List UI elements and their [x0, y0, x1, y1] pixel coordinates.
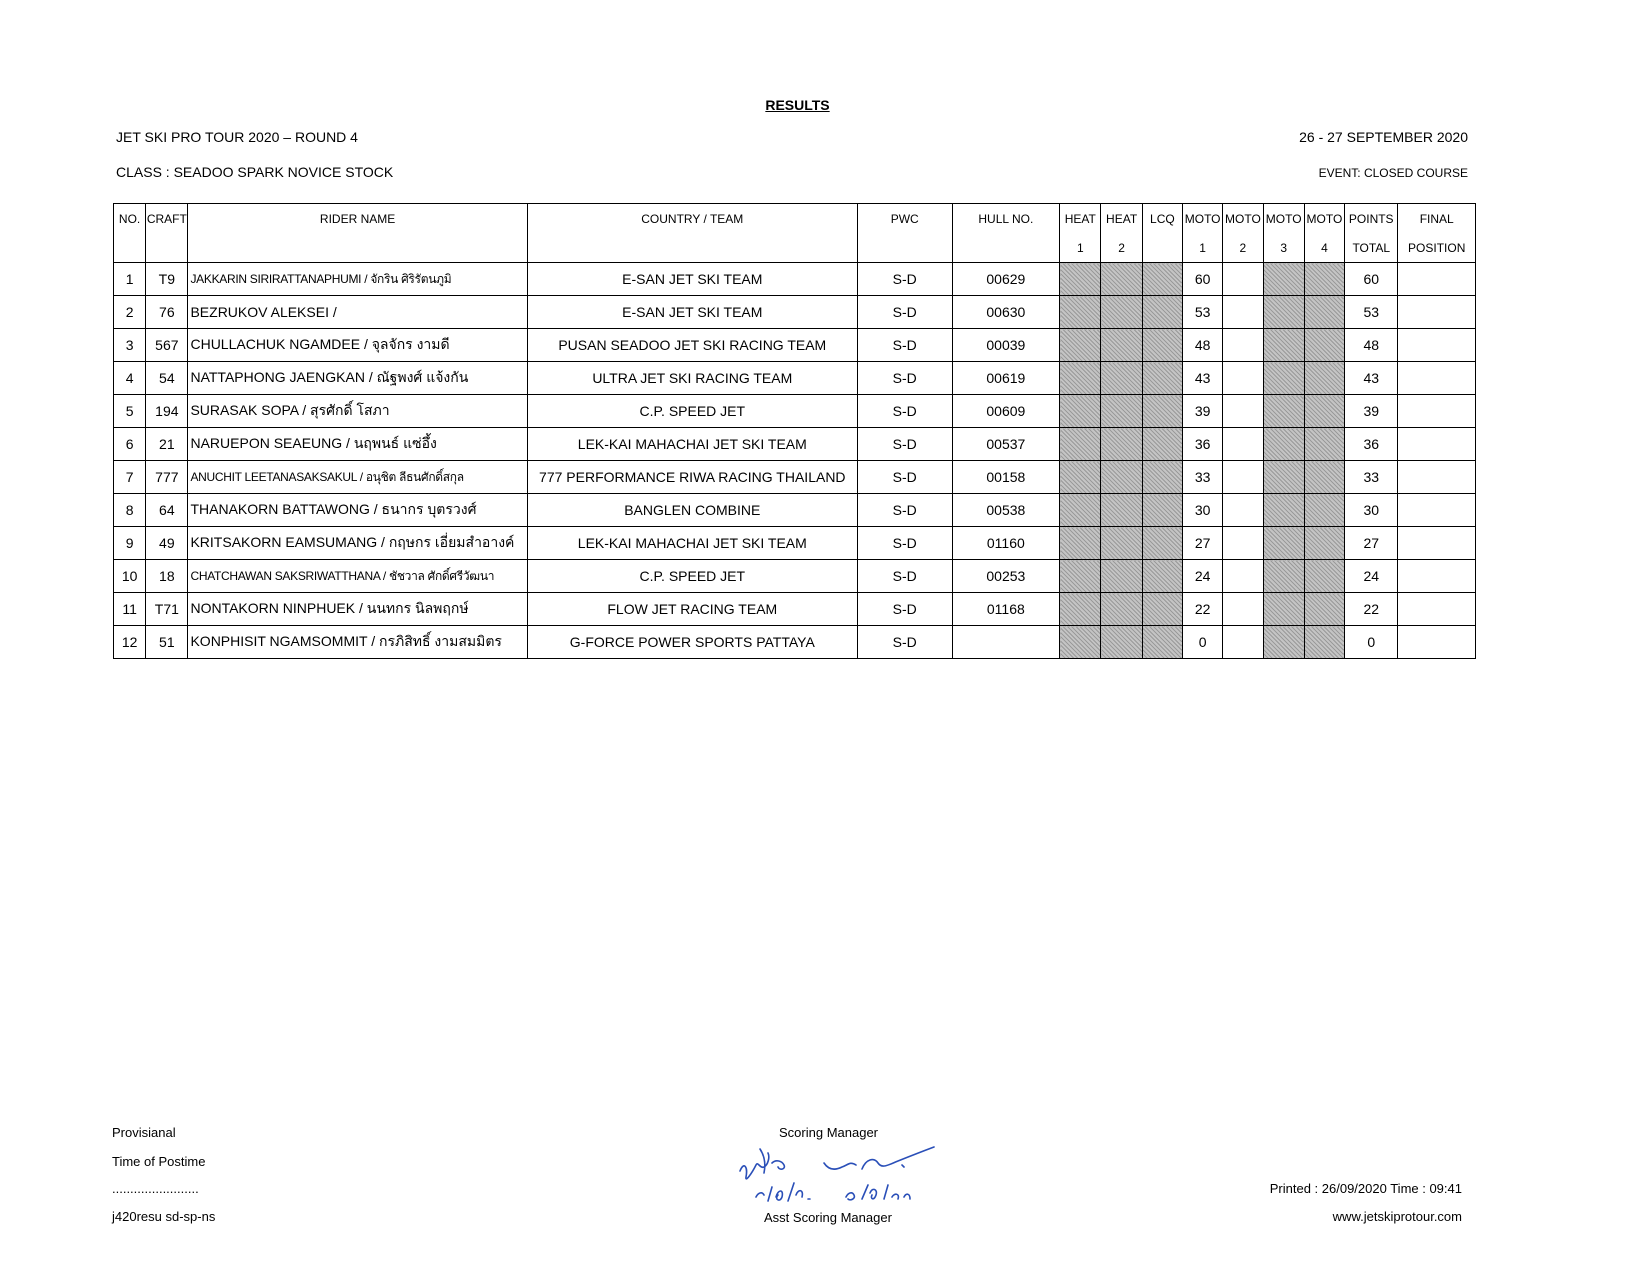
cell-moto1: 48: [1183, 329, 1223, 362]
cell-heat2: [1101, 626, 1142, 659]
cell-moto1: 30: [1183, 494, 1223, 527]
cell-no: 9: [114, 527, 146, 560]
cell-team: E-SAN JET SKI TEAM: [527, 263, 857, 296]
handwritten-signature: [738, 1143, 978, 1209]
cell-moto1: 24: [1183, 560, 1223, 593]
cell-pwc: S-D: [857, 263, 952, 296]
cell-rider: BEZRUKOV ALEKSEI /: [188, 296, 527, 329]
cell-hull: [952, 626, 1060, 659]
cell-final-position: [1398, 395, 1476, 428]
table-row: [114, 296, 1476, 329]
table-header: [114, 204, 1476, 263]
website-link[interactable]: www.jetskiprotour.com: [1332, 1209, 1462, 1224]
file-code: j420resu sd-sp-ns: [112, 1209, 216, 1224]
table-row: [114, 428, 1476, 461]
cell-rider: CHATCHAWAN SAKSRIWATTHANA / ชัชวาล ศักดิ์ศรีวัฒนา: [188, 560, 527, 593]
cell-rider: NARUEPON SEAEUNG / นฤพนธ์ แซ่อึ้ง: [188, 428, 527, 461]
col-moto1: MOTO: [1183, 204, 1223, 234]
cell-points-total: 24: [1345, 560, 1398, 593]
cell-final-position: [1398, 560, 1476, 593]
cell-moto4: [1304, 626, 1344, 659]
cell-pwc: S-D: [857, 626, 952, 659]
cell-craft: 51: [146, 626, 188, 659]
cell-moto3: [1263, 461, 1304, 494]
cell-team: LEK-KAI MAHACHAI JET SKI TEAM: [527, 527, 857, 560]
cell-heat2: [1101, 527, 1142, 560]
cell-moto3: [1263, 494, 1304, 527]
cell-moto2: [1223, 593, 1263, 626]
cell-moto4: [1304, 296, 1344, 329]
cell-final-position: [1398, 362, 1476, 395]
col-moto3-sub: 3: [1263, 233, 1304, 263]
cell-heat1: [1060, 362, 1101, 395]
cell-lcq: [1142, 494, 1182, 527]
cell-moto2: [1223, 395, 1263, 428]
cell-moto1: 33: [1183, 461, 1223, 494]
cell-no: 4: [114, 362, 146, 395]
cell-hull: 00253: [952, 560, 1060, 593]
cell-team: G-FORCE POWER SPORTS PATTAYA: [527, 626, 857, 659]
col-hull: HULL NO.: [952, 204, 1060, 234]
col-no: NO.: [114, 204, 146, 234]
cell-heat1: [1060, 263, 1101, 296]
cell-pwc: S-D: [857, 593, 952, 626]
table-row: [114, 494, 1476, 527]
col-moto4-sub: 4: [1304, 233, 1344, 263]
cell-moto1: 22: [1183, 593, 1223, 626]
cell-points-total: 33: [1345, 461, 1398, 494]
cell-moto1: 43: [1183, 362, 1223, 395]
cell-points-total: 39: [1345, 395, 1398, 428]
cell-heat1: [1060, 329, 1101, 362]
cell-moto4: [1304, 395, 1344, 428]
scoring-manager-label: Scoring Manager: [779, 1125, 878, 1140]
table-row: [114, 593, 1476, 626]
col-moto1-sub: 1: [1183, 233, 1223, 263]
cell-points-total: 48: [1345, 329, 1398, 362]
cell-moto3: [1263, 263, 1304, 296]
col-points: POINTS: [1345, 204, 1398, 234]
cell-points-total: 27: [1345, 527, 1398, 560]
col-craft: CRAFT: [146, 204, 188, 234]
table-row: [114, 527, 1476, 560]
cell-final-position: [1398, 329, 1476, 362]
event-dates: 26 - 27 SEPTEMBER 2020: [1299, 129, 1468, 145]
table-row: [114, 395, 1476, 428]
cell-moto2: [1223, 461, 1263, 494]
cell-heat2: [1101, 593, 1142, 626]
cell-rider: SURASAK SOPA / สุรศักดิ์ โสภา: [188, 395, 527, 428]
cell-points-total: 0: [1345, 626, 1398, 659]
cell-moto1: 53: [1183, 296, 1223, 329]
cell-hull: 00630: [952, 296, 1060, 329]
results-table: [113, 203, 1476, 659]
cell-pwc: S-D: [857, 362, 952, 395]
cell-moto3: [1263, 362, 1304, 395]
cell-moto4: [1304, 527, 1344, 560]
cell-hull: 00158: [952, 461, 1060, 494]
cell-pwc: S-D: [857, 494, 952, 527]
cell-no: 1: [114, 263, 146, 296]
cell-pwc: S-D: [857, 461, 952, 494]
cell-moto4: [1304, 428, 1344, 461]
cell-moto1: 39: [1183, 395, 1223, 428]
cell-pwc: S-D: [857, 527, 952, 560]
cell-team: C.P. SPEED JET: [527, 560, 857, 593]
cell-craft: 567: [146, 329, 188, 362]
cell-heat2: [1101, 263, 1142, 296]
cell-team: E-SAN JET SKI TEAM: [527, 296, 857, 329]
cell-heat1: [1060, 296, 1101, 329]
document-title: RESULTS: [765, 97, 830, 113]
cell-moto2: [1223, 527, 1263, 560]
cell-heat2: [1101, 362, 1142, 395]
cell-moto1: 36: [1183, 428, 1223, 461]
table-row: [114, 626, 1476, 659]
table-row: [114, 560, 1476, 593]
cell-craft: 194: [146, 395, 188, 428]
cell-hull: 01168: [952, 593, 1060, 626]
cell-pwc: S-D: [857, 560, 952, 593]
cell-team: 777 PERFORMANCE RIWA RACING THAILAND: [527, 461, 857, 494]
cell-moto2: [1223, 263, 1263, 296]
cell-points-total: 60: [1345, 263, 1398, 296]
cell-rider: THANAKORN BATTAWONG / ธนากร บุตรวงศ์: [188, 494, 527, 527]
time-of-posting-label: Time of Postime: [112, 1154, 206, 1169]
cell-hull: 00619: [952, 362, 1060, 395]
cell-hull: 00609: [952, 395, 1060, 428]
cell-hull: 00537: [952, 428, 1060, 461]
cell-no: 5: [114, 395, 146, 428]
cell-moto2: [1223, 428, 1263, 461]
cell-points-total: 30: [1345, 494, 1398, 527]
cell-points-total: 36: [1345, 428, 1398, 461]
cell-pwc: S-D: [857, 329, 952, 362]
table-row: [114, 362, 1476, 395]
cell-craft: 21: [146, 428, 188, 461]
cell-rider: CHULLACHUK NGAMDEE / จุลจักร งามดี: [188, 329, 527, 362]
cell-lcq: [1142, 329, 1182, 362]
cell-moto2: [1223, 329, 1263, 362]
cell-moto3: [1263, 395, 1304, 428]
class-name: CLASS : SEADOO SPARK NOVICE STOCK: [116, 164, 394, 180]
cell-heat1: [1060, 527, 1101, 560]
cell-heat2: [1101, 428, 1142, 461]
cell-lcq: [1142, 560, 1182, 593]
cell-hull: 01160: [952, 527, 1060, 560]
cell-moto4: [1304, 362, 1344, 395]
col-final: FINAL: [1398, 204, 1476, 234]
cell-final-position: [1398, 296, 1476, 329]
cell-team: BANGLEN COMBINE: [527, 494, 857, 527]
col-heat2-sub: 2: [1101, 233, 1142, 263]
cell-lcq: [1142, 626, 1182, 659]
cell-lcq: [1142, 527, 1182, 560]
event-name: JET SKI PRO TOUR 2020 – ROUND 4: [116, 129, 358, 145]
cell-moto3: [1263, 428, 1304, 461]
cell-heat2: [1101, 461, 1142, 494]
cell-lcq: [1142, 461, 1182, 494]
cell-rider: ANUCHIT LEETANASAKSAKUL / อนุชิต ลีธนศักดิ์สกุล: [188, 461, 527, 494]
cell-craft: 76: [146, 296, 188, 329]
cell-craft: 49: [146, 527, 188, 560]
cell-team: ULTRA JET SKI RACING TEAM: [527, 362, 857, 395]
cell-team: PUSAN SEADOO JET SKI RACING TEAM: [527, 329, 857, 362]
cell-moto2: [1223, 560, 1263, 593]
cell-rider: KRITSAKORN EAMSUMANG / กฤษกร เอี่ยมสำอางค์: [188, 527, 527, 560]
col-final-sub: POSITION: [1398, 233, 1476, 263]
cell-final-position: [1398, 527, 1476, 560]
cell-hull: 00629: [952, 263, 1060, 296]
cell-team: C.P. SPEED JET: [527, 395, 857, 428]
cell-lcq: [1142, 395, 1182, 428]
cell-rider: NONTAKORN NINPHUEK / นนทกร นิลพฤกษ์: [188, 593, 527, 626]
col-heat1-sub: 1: [1060, 233, 1101, 263]
cell-lcq: [1142, 296, 1182, 329]
cell-craft: 54: [146, 362, 188, 395]
provisional-label: Provisianal: [112, 1125, 176, 1140]
cell-craft: T9: [146, 263, 188, 296]
cell-moto2: [1223, 296, 1263, 329]
cell-heat2: [1101, 329, 1142, 362]
cell-moto3: [1263, 626, 1304, 659]
table-body: [114, 263, 1476, 659]
cell-moto2: [1223, 494, 1263, 527]
cell-moto3: [1263, 296, 1304, 329]
cell-pwc: S-D: [857, 296, 952, 329]
col-heat1: HEAT: [1060, 204, 1101, 234]
cell-heat2: [1101, 494, 1142, 527]
cell-moto2: [1223, 362, 1263, 395]
cell-points-total: 22: [1345, 593, 1398, 626]
cell-hull: 00039: [952, 329, 1060, 362]
cell-craft: 18: [146, 560, 188, 593]
cell-no: 8: [114, 494, 146, 527]
cell-no: 3: [114, 329, 146, 362]
printed-timestamp: Printed : 26/09/2020 Time : 09:41: [1269, 1181, 1462, 1196]
cell-final-position: [1398, 593, 1476, 626]
cell-heat2: [1101, 395, 1142, 428]
cell-craft: T71: [146, 593, 188, 626]
cell-no: 6: [114, 428, 146, 461]
cell-heat1: [1060, 560, 1101, 593]
cell-moto4: [1304, 263, 1344, 296]
cell-no: 2: [114, 296, 146, 329]
cell-no: 11: [114, 593, 146, 626]
cell-pwc: S-D: [857, 428, 952, 461]
cell-no: 10: [114, 560, 146, 593]
cell-moto3: [1263, 527, 1304, 560]
cell-rider: NATTAPHONG JAENGKAN / ณัฐพงศ์ แจ้งกัน: [188, 362, 527, 395]
cell-final-position: [1398, 626, 1476, 659]
cell-heat1: [1060, 626, 1101, 659]
col-moto3: MOTO: [1263, 204, 1304, 234]
cell-lcq: [1142, 362, 1182, 395]
col-moto2-sub: 2: [1223, 233, 1263, 263]
cell-final-position: [1398, 263, 1476, 296]
cell-moto2: [1223, 626, 1263, 659]
cell-moto1: 0: [1183, 626, 1223, 659]
cell-moto1: 27: [1183, 527, 1223, 560]
cell-lcq: [1142, 428, 1182, 461]
col-heat2: HEAT: [1101, 204, 1142, 234]
cell-final-position: [1398, 461, 1476, 494]
cell-final-position: [1398, 428, 1476, 461]
table-row: [114, 329, 1476, 362]
cell-craft: 64: [146, 494, 188, 527]
cell-heat2: [1101, 560, 1142, 593]
col-team: COUNTRY / TEAM: [527, 204, 857, 234]
cell-heat1: [1060, 428, 1101, 461]
cell-moto3: [1263, 593, 1304, 626]
asst-scoring-manager-label: Asst Scoring Manager: [764, 1210, 892, 1225]
col-moto4: MOTO: [1304, 204, 1344, 234]
cell-heat1: [1060, 593, 1101, 626]
cell-moto3: [1263, 560, 1304, 593]
cell-points-total: 43: [1345, 362, 1398, 395]
cell-moto4: [1304, 593, 1344, 626]
cell-heat1: [1060, 395, 1101, 428]
cell-hull: 00538: [952, 494, 1060, 527]
cell-moto4: [1304, 329, 1344, 362]
cell-heat1: [1060, 494, 1101, 527]
col-lcq: LCQ: [1142, 204, 1182, 234]
posting-time-placeholder: ........................: [112, 1181, 199, 1196]
cell-pwc: S-D: [857, 395, 952, 428]
col-rider: RIDER NAME: [188, 204, 527, 234]
cell-heat1: [1060, 461, 1101, 494]
cell-rider: KONPHISIT NGAMSOMMIT / กรภิสิทธิ์ งามสมมิตร: [188, 626, 527, 659]
cell-lcq: [1142, 263, 1182, 296]
cell-final-position: [1398, 494, 1476, 527]
cell-team: LEK-KAI MAHACHAI JET SKI TEAM: [527, 428, 857, 461]
col-points-sub: TOTAL: [1345, 233, 1398, 263]
cell-lcq: [1142, 593, 1182, 626]
cell-rider: JAKKARIN SIRIRATTANAPHUMI / จักริน ศิริรัตนภูมิ: [188, 263, 527, 296]
event-type: EVENT: CLOSED COURSE: [1318, 166, 1468, 180]
cell-moto4: [1304, 560, 1344, 593]
cell-moto4: [1304, 461, 1344, 494]
col-pwc: PWC: [857, 204, 952, 234]
cell-no: 12: [114, 626, 146, 659]
cell-no: 7: [114, 461, 146, 494]
table-row: [114, 263, 1476, 296]
cell-points-total: 53: [1345, 296, 1398, 329]
cell-moto3: [1263, 329, 1304, 362]
cell-moto1: 60: [1183, 263, 1223, 296]
cell-moto4: [1304, 494, 1344, 527]
cell-team: FLOW JET RACING TEAM: [527, 593, 857, 626]
cell-craft: 777: [146, 461, 188, 494]
col-moto2: MOTO: [1223, 204, 1263, 234]
table-row: [114, 461, 1476, 494]
cell-heat2: [1101, 296, 1142, 329]
